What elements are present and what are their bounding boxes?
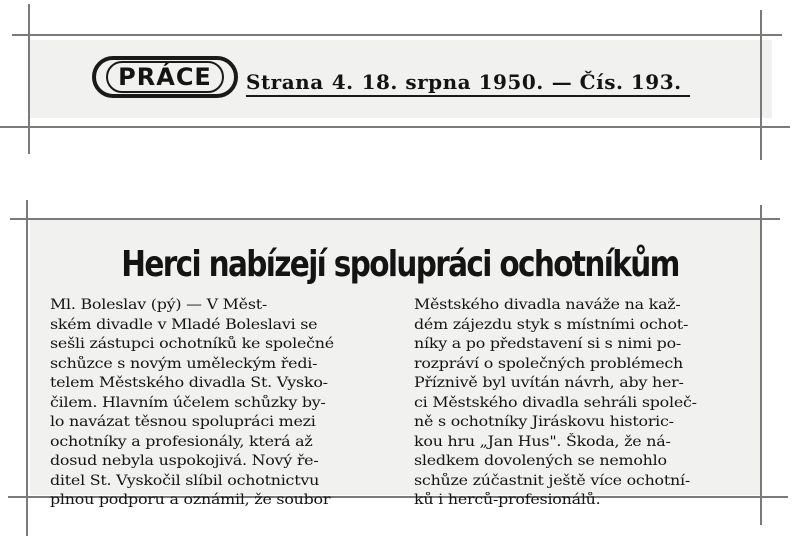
text-line: schůze zúčastnit ještě více ochotní- (414, 472, 690, 489)
text-line: lo navázat těsnou spolupráci mezi (50, 414, 316, 430)
guide-line-right-upper (760, 10, 762, 160)
text-line: kou hru „Jan Hus". Škoda, že ná- (414, 433, 671, 450)
guide-line-article-top (10, 218, 780, 220)
newspaper-logo (92, 56, 238, 98)
text-line: ochotníky a profesionály, která až (50, 433, 313, 450)
text-line: dém zájezdu styk s místními ochot- (414, 316, 689, 333)
article-column-right (414, 296, 697, 511)
text-line: níky a po představení si s nimi po- (414, 336, 682, 352)
text-line: ditel St. Vyskočil slíbil ochotnictvu (50, 472, 320, 489)
text-line: ci Městského divadla sehráli společ- (414, 394, 697, 411)
guide-line-right-lower (760, 205, 762, 525)
text-line: schůzce s novým uměleckým ředi- (50, 355, 318, 372)
article-headline: Herci nabízejí spolupráci ochotníkům (121, 244, 679, 285)
text-line: ně s ochotníky Jiráskovu historic- (414, 414, 674, 430)
issue-date: 18. srpna 1950. (361, 70, 544, 94)
text-line: sešli zástupci ochotníků ke společné (50, 336, 334, 352)
text-line: telem Městského divadla St. Vysko- (50, 375, 328, 391)
text-line: dosud nebyla uspokojivá. Nový ře- (50, 453, 319, 469)
newspaper-logo-text: PRÁCE (106, 61, 224, 93)
guide-line-left-upper (28, 4, 30, 154)
text-line: rozpráví o společných problémech (414, 355, 684, 372)
page-label: Strana (246, 70, 324, 94)
text-line: Příznivě byl uvítán návrh, aby her- (414, 375, 684, 391)
article-column-left (50, 296, 334, 511)
page-number: 4. (331, 70, 354, 94)
text-line: Městského divadla naváže na kaž- (414, 297, 681, 313)
guide-line-top (12, 34, 782, 36)
text-line: sledkem dovolených se nemohlo (414, 453, 667, 469)
guide-line-masthead-bottom (0, 126, 790, 128)
issue-number: — Čís. 193. (551, 70, 682, 94)
text-line: ků i herců-profesionálů. (414, 492, 601, 508)
text-line: plnou podporu a oznámil, že soubor (50, 492, 331, 508)
text-line: Ml. Boleslav (pý) — V Měst- (50, 297, 268, 313)
dateline (246, 70, 690, 97)
text-line: ském divadle v Mladé Boleslavi se (50, 316, 318, 333)
text-line: čilem. Hlavním účelem schůzky by- (50, 394, 326, 411)
guide-line-left-lower (26, 200, 28, 536)
